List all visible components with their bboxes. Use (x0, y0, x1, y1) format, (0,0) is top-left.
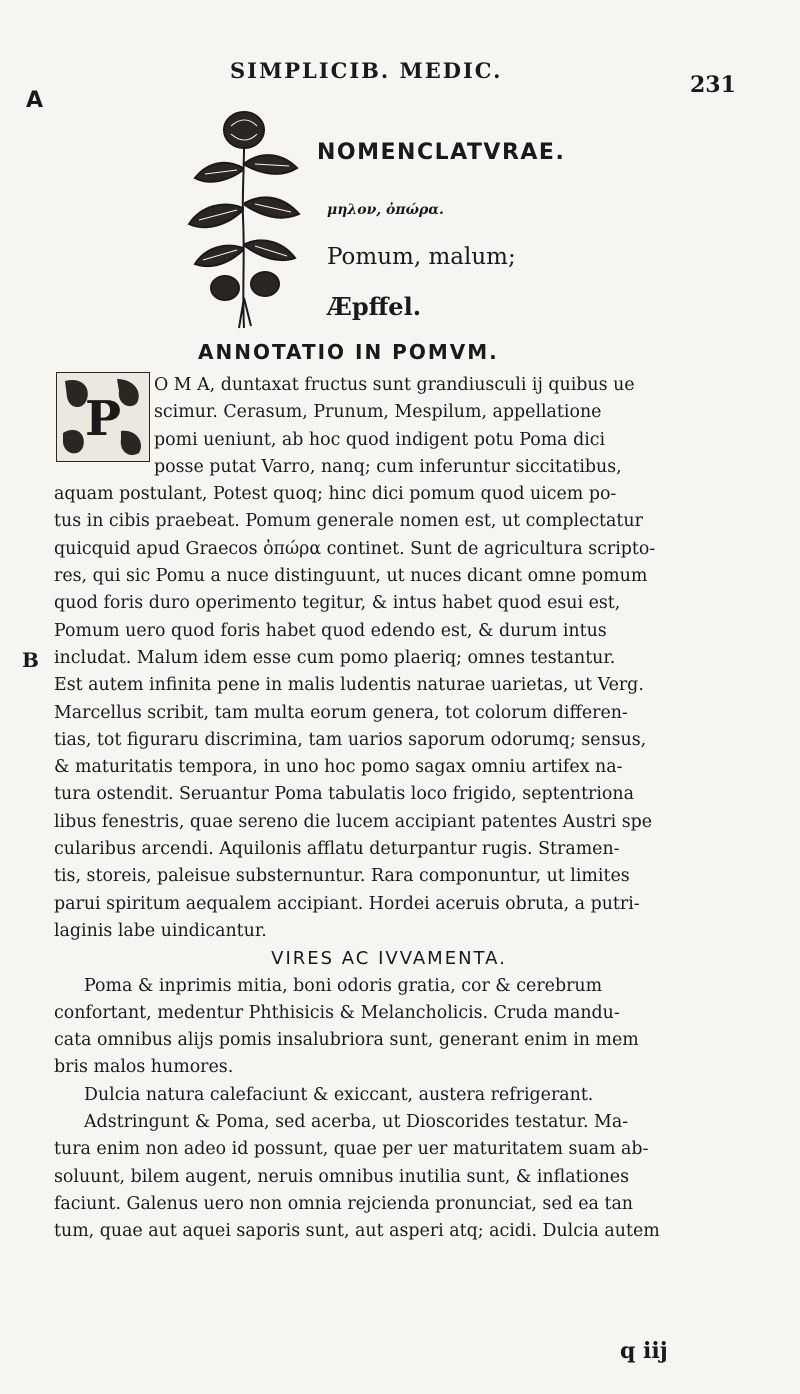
latin-name: Pomum, malum; (327, 244, 516, 270)
text-line: tura ostendit. Seruantur Poma tabulatis loco frigido, septentriona (54, 784, 634, 805)
annotation-title: ANNOTATIO IN POMVM. (198, 340, 499, 364)
german-name: Æpffel. (327, 292, 422, 321)
text-line: laginis labe uindicantur. (54, 920, 267, 941)
text-line: pomi ueniunt, ab hoc quod indigent potu Poma dici (154, 429, 606, 450)
text-line: quod foris duro operimento tegitur, & intus habet quod esui est, (54, 593, 621, 614)
running-head: SIMPLICIB. MEDIC. (230, 58, 503, 83)
plant-woodcut-illustration (185, 108, 303, 330)
text-line: O M A, duntaxat fructus sunt grandiusculi ij quibus ue (154, 375, 635, 395)
text-line: scimur. Cerasum, Prunum, Mespilum, appellatione (154, 402, 602, 423)
signature-mark: q iij (620, 1338, 668, 1364)
text-line: Marcellus scribit, tam multa eorum genera, tot colorum differen- (54, 702, 628, 723)
text-line: quicquid apud Graecos ὀπώρα continet. Sunt de agricultura scripto- (54, 538, 656, 559)
nomenclature-heading: NOMENCLATVRAE. (317, 140, 566, 165)
text-line: Pomum uero quod foris habet quod edendo est, & durum intus (54, 620, 607, 641)
text-line: Est autem infinita pene in malis ludentis naturae uarietas, ut Verg. (54, 675, 644, 696)
text-line: tus in cibis praebeat. Pomum generale nomen est, ut complectatur (54, 511, 643, 532)
text-line: faciunt. Galenus uero non omnia rejcienda pronunciat, sed ea tan (54, 1193, 634, 1214)
svg-text:P: P (84, 391, 122, 447)
vires-heading: VIRES AC IVVAMENTA. (271, 948, 507, 970)
text-line: parui spiritum aequalem accipiant. Hordei aceruis obruta, a putri- (54, 893, 640, 914)
margin-letter-a: A (26, 88, 44, 113)
text-line: libus fenestris, quae sereno die lucem accipiant patentes Austri spe (54, 811, 653, 832)
body-text (54, 372, 764, 1246)
text-line: Dulcia natura calefaciunt & exiccant, austera refrigerant. (84, 1084, 594, 1105)
text-line: cata omnibus alijs pomis insalubriora sunt, generant enim in mem (54, 1030, 639, 1051)
text-line: res, qui sic Pomu a nuce distinguunt, ut nuces dicant omne pomum (54, 566, 648, 587)
greek-name: μηλον, ὀπώρα. (327, 202, 444, 218)
page-number: 231 (690, 72, 736, 98)
text-line: & maturitatis tempora, in uno hoc pomo sagax omniu artifex na- (54, 757, 623, 778)
text-line: bris malos humores. (54, 1057, 234, 1078)
text-line: soluunt, bilem augent, neruis omnibus inutilia sunt, & inflationes (54, 1166, 630, 1187)
text-line: confortant, medentur Phthisicis & Melancholicis. Cruda mandu- (54, 1002, 620, 1023)
text-line: tis, storeis, paleisue substernuntur. Rara componuntur, ut limites (54, 866, 630, 887)
text-line: posse putat Varro, nanq; cum inferuntur siccitatibus, (154, 456, 622, 477)
text-line: tura enim non adeo id possunt, quae per uer maturitatem suam ab- (54, 1139, 649, 1160)
text-line: includat. Malum idem esse cum pomo plaeriq; omnes testantur. (54, 647, 616, 668)
margin-letter-b: B (22, 648, 39, 672)
text-line: tias, tot figuraru discrimina, tam uarios saporum odorumq; sensus, (54, 729, 647, 750)
text-line: Poma & inprimis mitia, boni odoris gratia, cor & cerebrum (84, 975, 603, 996)
text-line: tum, quae aut aquei saporis sunt, aut asperi atq; acidi. Dulcia autem (54, 1221, 660, 1242)
text-line: aquam postulant, Potest quoq; hinc dici pomum quod uicem po- (54, 484, 617, 505)
text-line: Adstringunt & Poma, sed acerba, ut Dioscorides testatur. Ma- (84, 1112, 629, 1133)
text-line: cularibus arcendi. Aquilonis afflatu deturpantur rugis. Stramen- (54, 839, 620, 860)
